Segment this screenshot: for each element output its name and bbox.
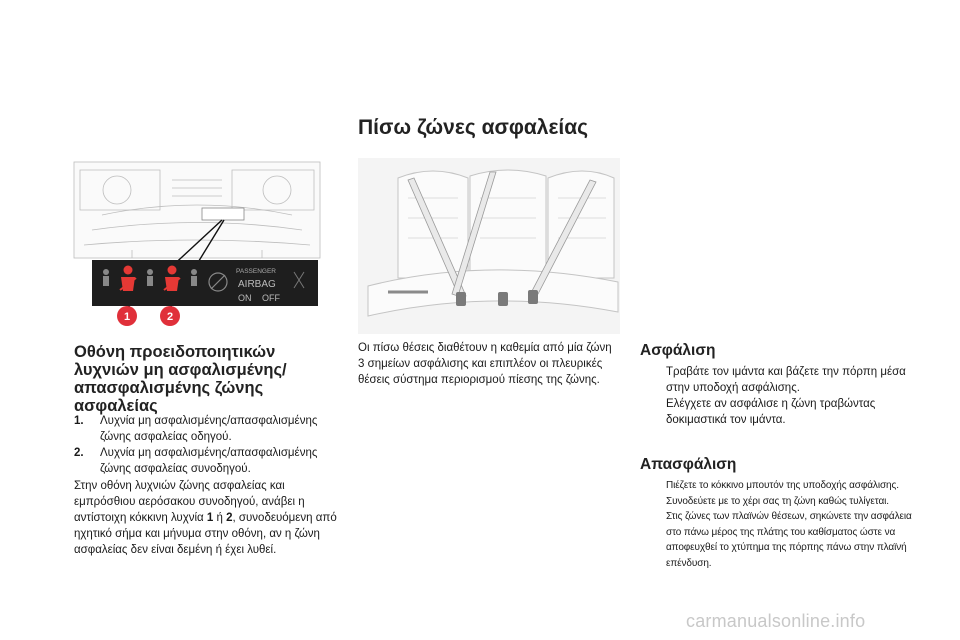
item-number: 1. <box>74 415 84 427</box>
display-location-marker <box>202 208 244 220</box>
rear-seats-illustration <box>358 158 620 334</box>
warning-lamp-list <box>74 413 344 477</box>
buckle-icon <box>528 290 538 304</box>
list-item <box>74 445 344 477</box>
list-item <box>74 413 344 445</box>
passenger-label: PASSENGER <box>236 268 276 275</box>
dashboard-illustration <box>72 160 324 330</box>
item-text: Λυχνία μη ασφαλισμένης/απασφαλισμένης ζώνης ασφαλείας συνοδηγού. <box>100 447 318 475</box>
buckle-icon <box>456 292 466 306</box>
unlock-instructions <box>642 478 922 572</box>
item-number: 2. <box>74 447 84 459</box>
lamp-ref-1: 1 <box>206 512 214 524</box>
svg-text:2: 2 <box>166 311 174 323</box>
unlock-title: Απασφάλιση <box>640 456 737 473</box>
list-item: Στις ζώνες των πλαϊνών θέσεων, σηκώνετε την ασφάλεια στο πάνω μέρος της πλάτης του καθίσματος ώστε να αποφευχθεί το χτύπημα της πόρπης πάνω στην πλαϊνή επένδυση. <box>666 511 912 569</box>
rear-seat-belts-figure <box>358 158 620 334</box>
seatbelt-warning-display-figure <box>72 160 324 330</box>
lamp-ref-2: 2 <box>226 512 233 524</box>
airbag-label: AIRBAG <box>238 279 276 290</box>
warning-paragraph: Στην οθόνη λυχνιών ζώνης ασφαλείας και εμπρόσθιου αερόσακου συνοδηγού, ανάβει η αντίστοιχη κόκκινη λυχνία 1 ή 2, συνοδευόμενη από ηχητικό σήμα και μήνυμα στην οθόνη, αν η ζώνη ασφαλείας δεν είναι δεμένη ή έχει λυθεί. <box>74 480 337 556</box>
watermark: carmanualsonline.info <box>686 611 866 631</box>
section-title-warning-display: Οθόνη προειδοποιητικών λυχνιών μη ασφαλισμένης/ απασφαλισμένης ζώνης ασφαλείας <box>74 343 287 415</box>
svg-text:1: 1 <box>123 311 131 323</box>
list-item: Ελέγχετε αν ασφάλισε η ζώνη τραβώντας δοκιμαστικά τον ιμάντα. <box>666 398 876 426</box>
list-item: Πιέζετε το κόκκινο μπουτόν της υποδοχής ασφάλισης. <box>666 480 899 491</box>
item-text: Λυχνία μη ασφαλισμένης/απασφαλισμένης ζώνης ασφαλείας οδηγού. <box>100 415 318 443</box>
lock-instructions <box>642 364 922 428</box>
page-title: Πίσω ζώνες ασφαλείας <box>358 116 589 139</box>
rear-seats-description: Οι πίσω θέσεις διαθέτουν η καθεμία από μία ζώνη 3 σημείων ασφάλισης και επιπλέον οι πλευρικές θέσεις σύστημα περιορισμού πίεσης της ζώνης. <box>358 342 612 386</box>
airbag-off-label: OFF <box>262 293 280 303</box>
buckle-icon <box>498 292 508 306</box>
list-item: Τραβάτε τον ιμάντα και βάζετε την πόρπη μέσα στην υποδοχή ασφάλισης. <box>666 366 906 394</box>
airbag-on-label: ON <box>238 293 252 303</box>
list-item: Συνοδεύετε με το χέρι σας τη ζώνη καθώς τυλίγεται. <box>666 495 889 507</box>
lock-title: Ασφάλιση <box>640 342 716 359</box>
